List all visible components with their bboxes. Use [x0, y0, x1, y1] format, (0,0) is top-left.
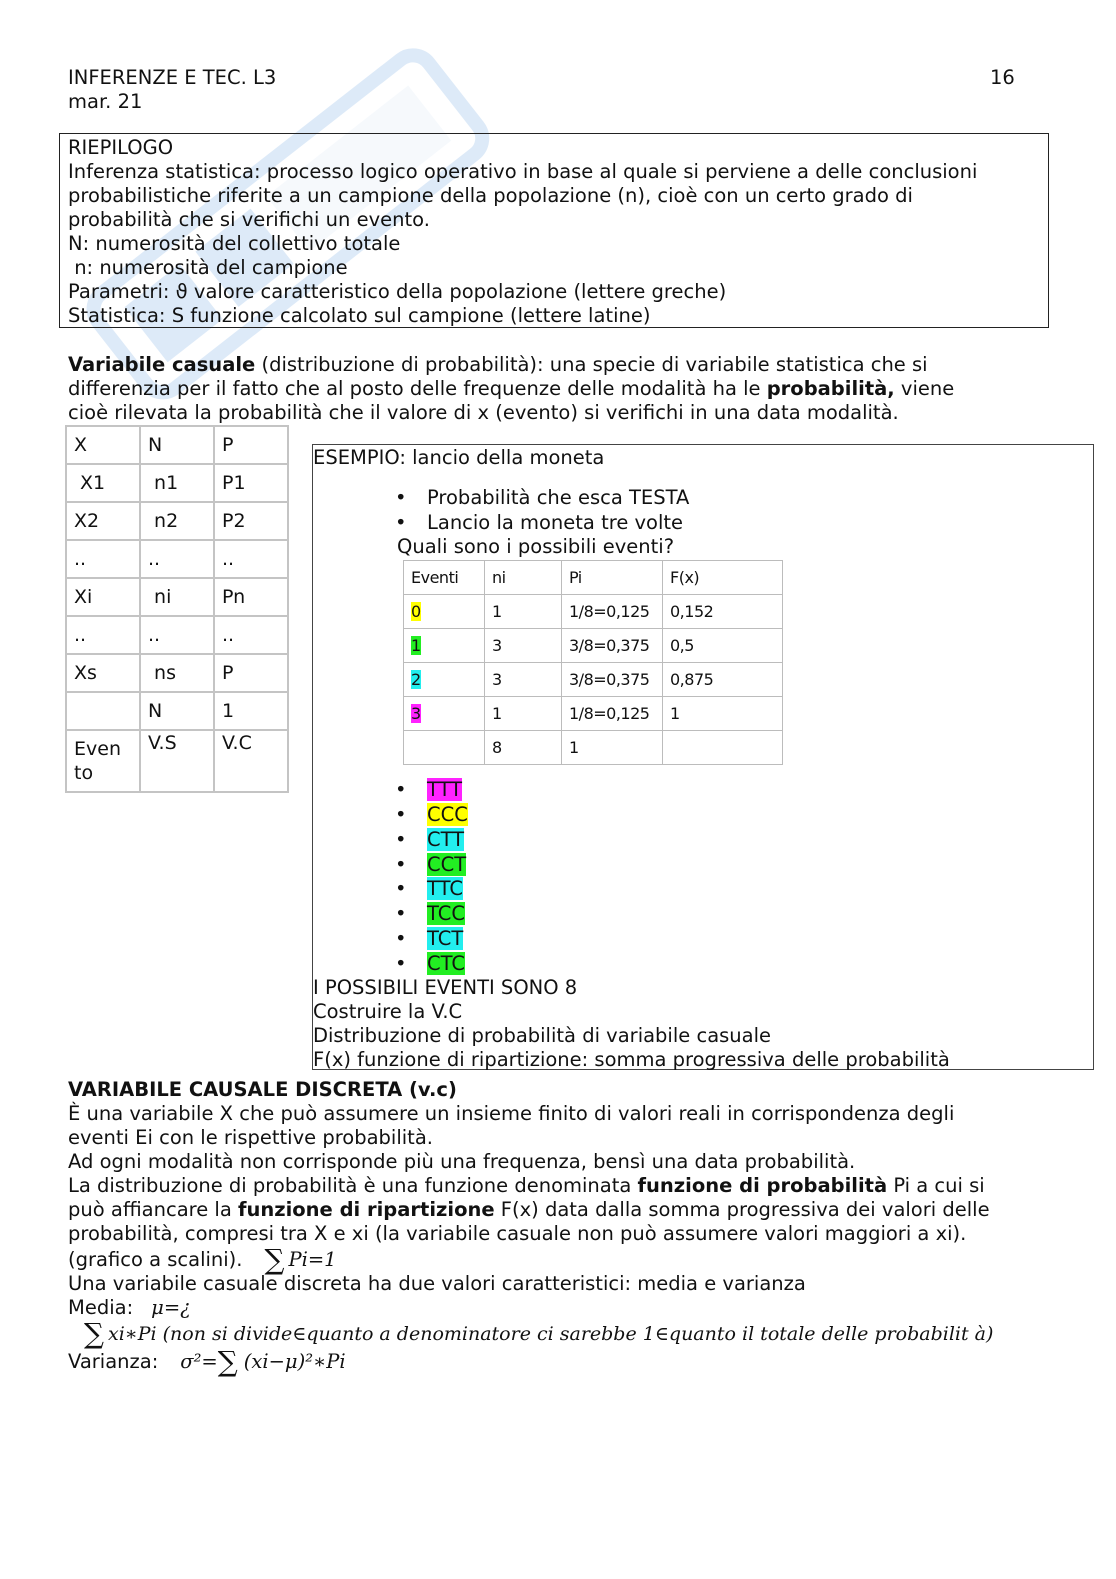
media-formula: μ=¿	[151, 1296, 191, 1319]
example-title: ESEMPIO: lancio della moneta	[313, 446, 605, 469]
table-cell: ..	[214, 540, 288, 578]
table-cell: 3/8=0,375	[562, 663, 663, 697]
document-header	[68, 66, 276, 114]
bullet-icon: •	[395, 803, 407, 826]
table-cell: X	[66, 426, 140, 464]
recap-line: Inferenza statistica: processo logico operativo in base al quale si perviene a delle conclusioni	[68, 160, 978, 183]
term-bold: funzione di probabilità	[637, 1174, 888, 1197]
text-line: Ad ogni modalità non corrisponde più una frequenza, bensì una data probabilità.	[68, 1150, 856, 1173]
table-cell: 3	[485, 663, 562, 697]
lecture-date: mar. 21	[68, 90, 143, 113]
outcome-text: TTT	[427, 778, 463, 801]
table-cell: P	[214, 426, 288, 464]
table-header: Pi	[562, 561, 663, 595]
text-run: (grafico a scalini).	[68, 1248, 243, 1271]
text-run: può affiancare la	[68, 1198, 238, 1221]
outcome-text: CTC	[427, 952, 466, 975]
sum-symbol: ∑	[264, 1243, 285, 1276]
text-run: (distribuzione di probabilità): una specie di variabile statistica che si	[255, 353, 928, 376]
recap-line: probabilità che si verifichi un evento.	[68, 208, 430, 231]
event-value: 3	[411, 703, 421, 723]
varianza-lhs: σ²=	[180, 1350, 218, 1373]
table-cell: N	[140, 692, 214, 730]
recap-heading: RIEPILOGO	[68, 136, 174, 159]
outcome-item	[395, 927, 463, 951]
variabile-casuale-paragraph	[68, 353, 1058, 425]
outcome-text: TCT	[427, 927, 464, 950]
bullet-icon: •	[395, 877, 407, 900]
table-cell	[404, 595, 485, 629]
variable-table	[65, 425, 289, 793]
table-header: Eventi	[404, 561, 485, 595]
bullet-icon: •	[395, 952, 407, 975]
table-cell: ..	[140, 616, 214, 654]
sum-symbol: ∑	[84, 1317, 104, 1350]
table-cell	[66, 692, 140, 730]
event-value: 1	[411, 635, 421, 655]
outcome-item	[395, 828, 464, 852]
table-cell: 8	[485, 731, 562, 765]
bullet-icon: •	[395, 778, 407, 801]
bullet-text: Probabilità che esca TESTA	[427, 486, 690, 509]
example-footer-line: I POSSIBILI EVENTI SONO 8	[313, 976, 578, 999]
table-cell: 1	[485, 595, 562, 629]
example-footer-line: F(x) funzione di ripartizione: somma progressiva delle probabilità	[313, 1048, 950, 1071]
sum-formula: Pi=1	[288, 1248, 337, 1271]
table-cell: P2	[214, 502, 288, 540]
table-cell: ns	[140, 654, 214, 692]
table-cell: Xi	[66, 578, 140, 616]
term-bold: probabilità,	[766, 377, 895, 400]
table-cell: Xs	[66, 654, 140, 692]
table-cell: 0,5	[663, 629, 783, 663]
bullet-icon: •	[395, 853, 407, 876]
table-header: ni	[485, 561, 562, 595]
table-cell: 3	[485, 629, 562, 663]
table-cell: 0,875	[663, 663, 783, 697]
outcome-text: TTC	[427, 877, 463, 900]
recap-line: probabilistiche riferite a un campione della popolazione (n), cioè con un certo grado di	[68, 184, 913, 207]
example-footer-line: Distribuzione di probabilità di variabile casuale	[313, 1024, 772, 1047]
table-cell: n2	[140, 502, 214, 540]
table-cell: 1/8=0,125	[562, 595, 663, 629]
table-cell: Even to	[66, 730, 140, 792]
bullet-icon: •	[395, 828, 407, 851]
table-cell: 1	[485, 697, 562, 731]
event-value: 2	[411, 669, 421, 689]
outcome-item	[395, 803, 468, 827]
text-run: Pi a cui si	[887, 1174, 985, 1197]
recap-box	[59, 133, 1049, 328]
text-run: F(x) data dalla somma progressiva dei valori delle	[494, 1198, 990, 1221]
outcome-item	[395, 853, 466, 877]
outcome-item	[395, 902, 465, 926]
recap-line: N: numerosità del collettivo totale	[68, 232, 401, 255]
page-number: 16	[990, 66, 1015, 89]
bullet-text: Lancio la moneta tre volte	[427, 511, 684, 534]
table-header: F(x)	[663, 561, 783, 595]
recap-line: n: numerosità del campione	[68, 256, 348, 279]
text-line: È una variabile X che può assumere un insieme finito di valori reali in corrispondenza degli	[68, 1102, 955, 1125]
bullet-icon: •	[395, 902, 407, 925]
sum-symbol: ∑	[217, 1345, 238, 1378]
list-item	[395, 486, 689, 510]
table-cell: V.C	[214, 730, 288, 792]
table-cell: 1	[214, 692, 288, 730]
varianza-expression: (xi−μ)²∗Pi	[243, 1350, 346, 1373]
term-bold: funzione di ripartizione	[238, 1198, 495, 1221]
table-cell: ..	[66, 540, 140, 578]
table-cell: ..	[140, 540, 214, 578]
text-run: viene	[894, 377, 955, 400]
list-item	[395, 511, 683, 535]
table-cell: 1	[663, 697, 783, 731]
table-cell	[404, 663, 485, 697]
bullet-icon: •	[395, 486, 407, 509]
table-cell: ..	[66, 616, 140, 654]
text-run: La distribuzione di probabilità è una funzione denominata	[68, 1174, 638, 1197]
table-cell: X1	[66, 464, 140, 502]
table-cell: ni	[140, 578, 214, 616]
table-cell: 1	[562, 731, 663, 765]
bullet-icon: •	[395, 511, 407, 534]
table-cell: N	[140, 426, 214, 464]
question-text: Quali sono i possibili eventi?	[397, 535, 675, 558]
table-cell: V.S	[140, 730, 214, 792]
bullet-icon: •	[395, 927, 407, 950]
outcome-text: CCC	[427, 803, 468, 826]
outcome-item	[395, 778, 462, 802]
table-cell	[404, 731, 485, 765]
text-line: Una variabile casuale discreta ha due valori caratteristici: media e varianza	[68, 1272, 806, 1295]
outcome-text: CCT	[427, 853, 467, 876]
event-value: 0	[411, 601, 421, 621]
table-cell: ..	[214, 616, 288, 654]
table-cell: Pn	[214, 578, 288, 616]
events-table	[403, 560, 783, 765]
section-heading: VARIABILE CAUSALE DISCRETA (v.c)	[68, 1078, 457, 1101]
text-line: eventi Ei con le rispettive probabilità.	[68, 1126, 433, 1149]
table-cell	[404, 697, 485, 731]
table-cell: P1	[214, 464, 288, 502]
text-line: probabilità, compresi tra X e xi (la variabile casuale non può assumere valori maggiori a xi).	[68, 1222, 967, 1245]
table-cell: 0,152	[663, 595, 783, 629]
discrete-section	[68, 1078, 1058, 1378]
term-bold: Variabile casuale	[68, 353, 256, 376]
course-title: INFERENZE E TEC. L3	[68, 66, 277, 89]
recap-line: Parametri: ϑ valore caratteristico della popolazione (lettere greche)	[68, 280, 727, 303]
media-expression: xi∗Pi (non si divide∈quanto a denominatore ci sarebbe 1∈quanto il totale delle probabilit à)	[108, 1323, 994, 1345]
varianza-label: Varianza:	[68, 1350, 159, 1373]
example-box	[312, 444, 1094, 1070]
outcome-item	[395, 877, 463, 901]
example-footer-line: Costruire la V.C	[313, 1000, 463, 1023]
outcome-text: CTT	[427, 828, 465, 851]
recap-line: Statistica: S funzione calcolato sul campione (lettere latine)	[68, 304, 651, 327]
outcome-text: TCC	[427, 902, 466, 925]
text-run: differenzia per il fatto che al posto delle frequenze delle modalità ha le	[68, 377, 767, 400]
table-cell	[404, 629, 485, 663]
media-label: Media:	[68, 1296, 134, 1319]
outcome-item	[395, 952, 465, 976]
table-cell: X2	[66, 502, 140, 540]
table-cell: 1/8=0,125	[562, 697, 663, 731]
table-cell	[663, 731, 783, 765]
table-cell: n1	[140, 464, 214, 502]
text-line: cioè rilevata la probabilità che il valore di x (evento) si verifichi in una data modalità.	[68, 401, 899, 424]
table-cell: 3/8=0,375	[562, 629, 663, 663]
table-cell: P	[214, 654, 288, 692]
